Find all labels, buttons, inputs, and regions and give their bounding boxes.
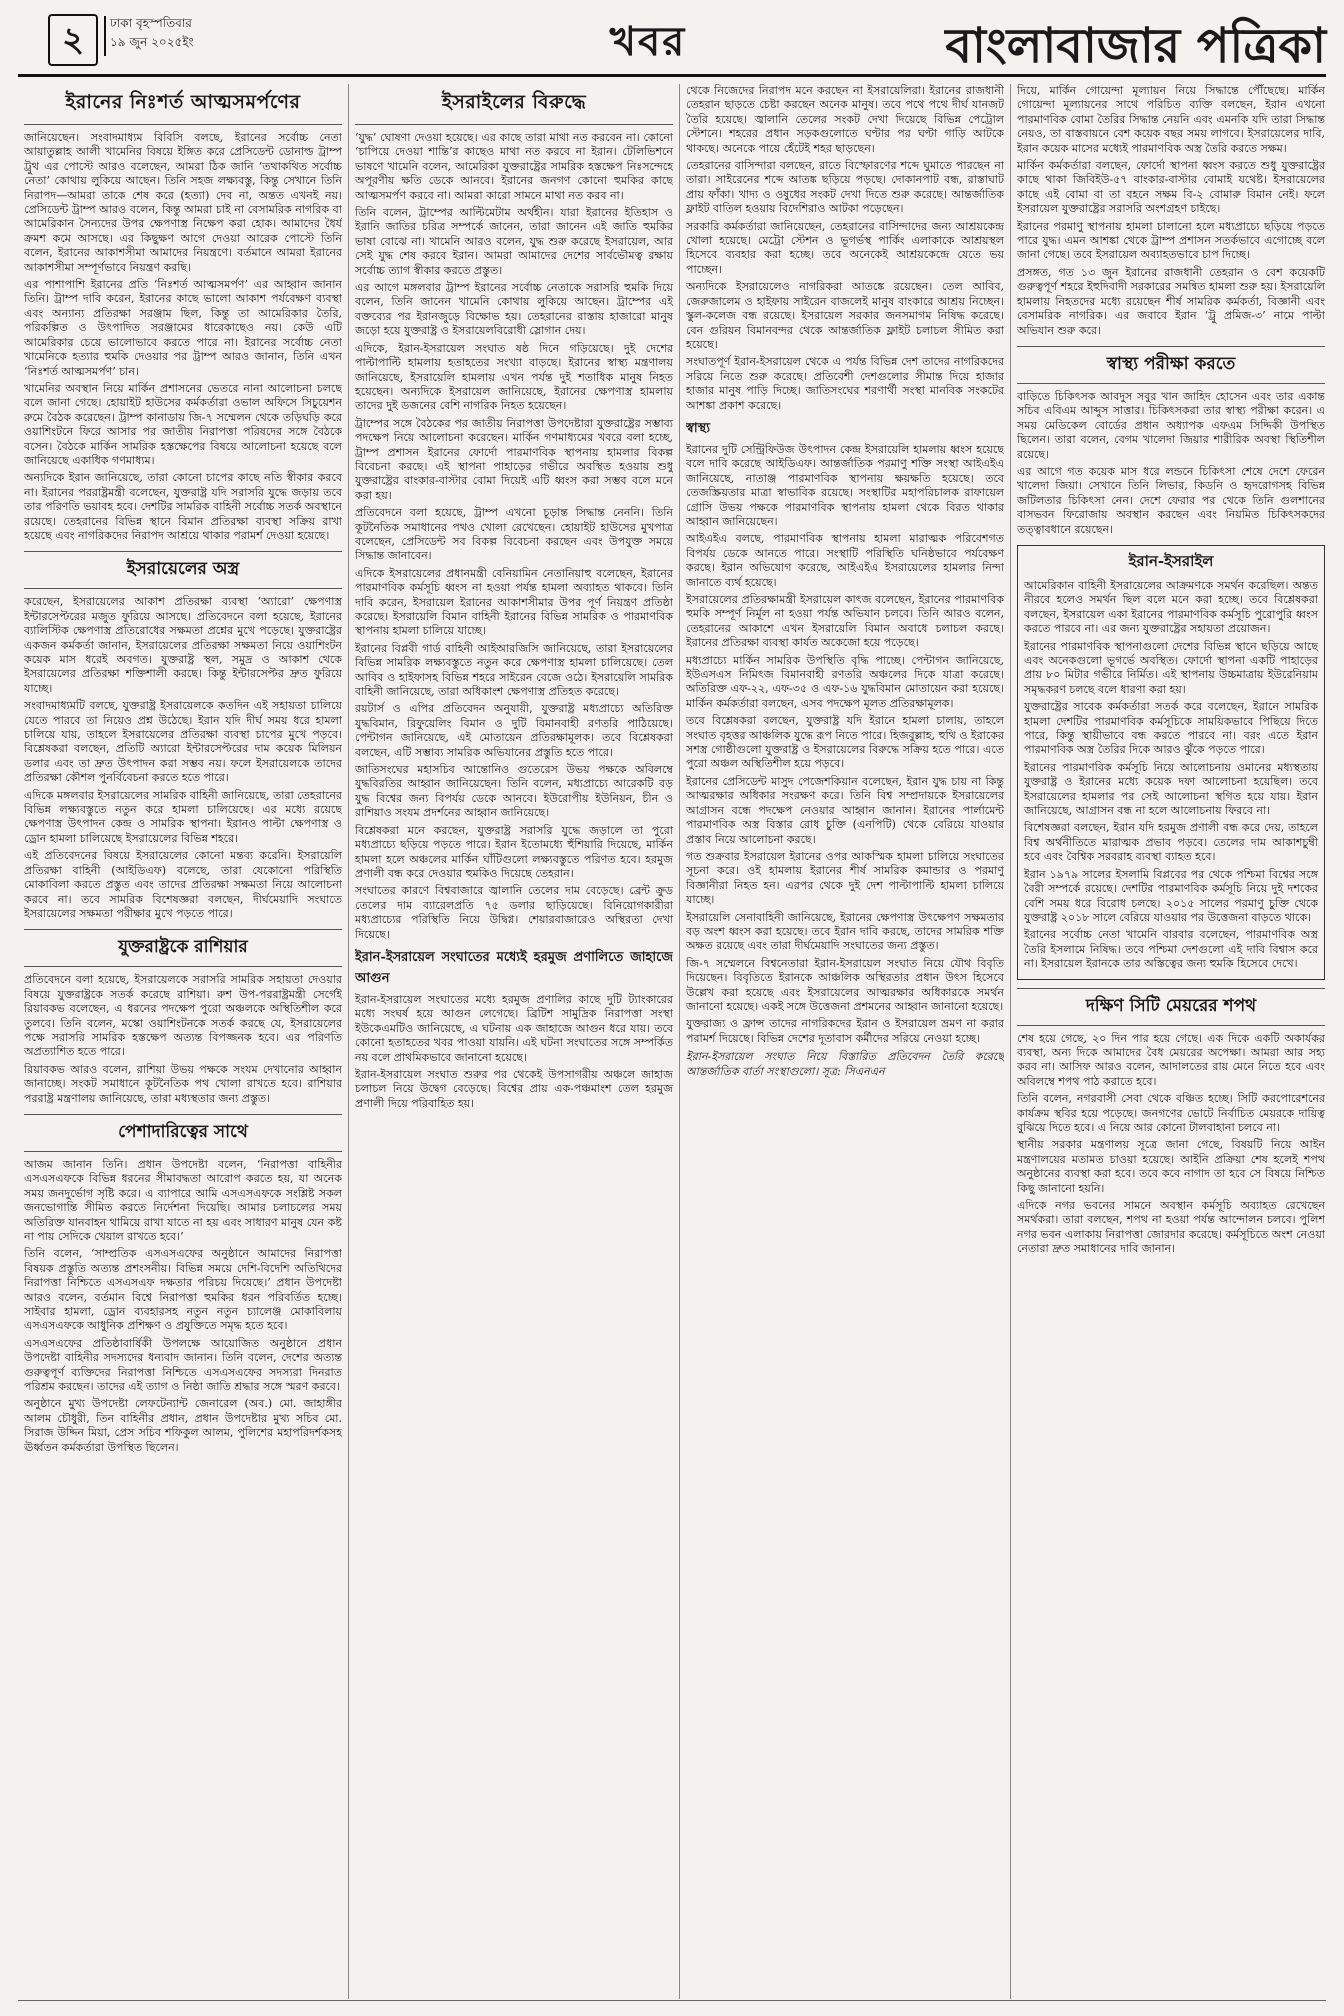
subheading[interactable]: পেশাদারিত্বের সাথে bbox=[24, 1114, 342, 1152]
dateline-divider bbox=[104, 16, 106, 56]
subheading[interactable]: ইসরায়েলের অস্ত্র bbox=[24, 551, 342, 589]
issue-date: ১৯ জুন ২০২৫ইং bbox=[110, 35, 194, 49]
paragraph: এর আগে মঙ্গলবার ট্রাম্প ইরানের সর্বোচ্চ নেতাকে সরাসরি হুমকি দিয়ে বলেন, তিনি জানেন খামেনি কোথায় লুকিয়ে আছেন। ট্রাম্পের এই বক্তব্যের পর ইরানজুড়ে বিক্ষোভ হয়। তেহরানের রাস্তায় হাজারো মানুষ জড়ো হয়ে যুক্তরাষ্ট্র ও ইসরায়েলবিরোধী স্লোগান দেয়। bbox=[355, 281, 673, 338]
newspaper-logo: বাংলাবাজার পত্রিকা bbox=[945, 18, 1326, 74]
paragraph: তেহরানের বাসিন্দারা বলছেন, রাতে বিস্ফোরণের শব্দে ঘুমাতে পারছেন না তারা। সাইরেনের শব্দে আতঙ্ক ছড়িয়ে পড়ছে। দোকানপাট বন্ধ, রাস্তাঘাট প্রায় ফাঁকা। খাদ্য ও ওষুধের সংকট দেখা দিতে শুরু করেছে। আন্তর্জাতিক ফ্লাইট বাতিল হওয়ায় বিদেশিরাও আটকা পড়েছেন। bbox=[686, 159, 1004, 216]
column-1 bbox=[24, 84, 342, 1999]
paragraph: বিশ্লেষকরা মনে করছেন, যুক্তরাষ্ট্র সরাসরি যুদ্ধে জড়ালে তা পুরো মধ্যপ্রাচ্যে ছড়িয়ে পড়তে পারে। ইরান ইতোমধ্যে হুঁশিয়ারি দিয়েছে, মার্কিন হামলা হলে অঞ্চলের মার্কিন ঘাঁটিগুলো লক্ষ্যবস্তুতে পরিণত হবে। হরমুজ প্রণালী বন্ধ করে দেওয়ার হুমকিও দিয়েছে তেহরান। bbox=[355, 823, 673, 880]
column-2 bbox=[355, 84, 673, 1999]
paragraph: বাড়িতে চিকিৎসক আবদুস সবুর খান জাহিদ হোসেন এবং তার একান্ত সচিব এবিএম আব্দুস সাত্তার। চিকিৎসকরা তার স্বাস্থ্য পরীক্ষা করেন। এ সময় মেডিকেল বোর্ডের প্রধান অধ্যাপক এফএম সিদ্দিকী উপস্থিত ছিলেন। তারা বলেন, বেগম খালেদা জিয়ার শারীরিক অবস্থা স্থিতিশীল রয়েছে। bbox=[1017, 389, 1325, 461]
paragraph: ইসরায়েলি সেনাবাহিনী জানিয়েছে, ইরানের ক্ষেপণাস্ত্র উৎক্ষেপণ সক্ষমতার বড় অংশ ধ্বংস করা হয়েছে। তবে ইরান দাবি করছে, তাদের সামরিক শক্তি অক্ষত রয়েছে এবং তারা দীর্ঘমেয়াদি সংঘাতের জন্য প্রস্তুত। bbox=[686, 910, 1004, 953]
subheading[interactable]: যুক্তরাষ্ট্রকে রাশিয়ার bbox=[24, 929, 342, 967]
paragraph: ইরানের সর্বোচ্চ নেতা খামেনি বারবার বলেছেন, পারমাণবিক অস্ত্র তৈরি ইসলামে নিষিদ্ধ। তবে পশ্চিমা দেশগুলো এই দাবি বিশ্বাস করে না। ইসরায়েল ইরানকে তার অস্তিত্বের জন্য হুমকি হিসেবে দেখে। bbox=[1024, 928, 1318, 971]
paragraph: সংবাদমাধ্যমটি বলছে, যুক্তরাষ্ট্র ইসরায়েলকে কতদিন এই সহায়তা চালিয়ে যেতে পারবে তা নিয়েও প্রশ্ন উঠেছে। ইরান যদি দীর্ঘ সময় ধরে হামলা চালিয়ে যায়, তাহলে ইসরায়েলের প্রতিরক্ষা ব্যবস্থা চাপের মুখে পড়বে। বিশ্লেষকরা বলছেন, প্রতিটি অ্যারো ইন্টারসেপ্টরের দাম কয়েক মিলিয়ন ডলার এবং তা দ্রুত উৎপাদন করা সম্ভব নয়। ফলে ইসরায়েলকে তাদের প্রতিরক্ষা কৌশল পুনর্বিবেচনা করতে হতে পারে। bbox=[24, 699, 342, 785]
box-title[interactable]: ইরান-ইসরাইল bbox=[1128, 551, 1214, 570]
paragraph: অন্যদিকে ইসরায়েলেও নাগরিকরা আতঙ্কে রয়েছেন। তেল আবিব, জেরুজালেম ও হাইফায় সাইরেন বাজলেই মানুষ বাংকারে আশ্রয় নিচ্ছেন। স্কুল-কলেজ বন্ধ রয়েছে। ইসরায়েল সরকার জনসমাগম নিষিদ্ধ করেছে। বেন গুরিয়ন বিমানবন্দর থেকে আন্তর্জাতিক ফ্লাইট চলাচল সীমিত করা হয়েছে। bbox=[686, 280, 1004, 351]
paragraph: ইরানের দুটি সেন্ট্রিফিউজ উৎপাদন কেন্দ্র ইসরায়েলি হামলায় ধ্বংস হয়েছে বলে দাবি করেছে আইডিএফ। আন্তর্জাতিক পরমাণু শক্তি সংস্থা আইএইএ জানিয়েছে, নাতাঞ্জ পারমাণবিক স্থাপনায় ক্ষয়ক্ষতি হয়েছে। তবে তেজস্ক্রিয়তার মাত্রা স্বাভাবিক রয়েছে। সংস্থাটির মহাপরিচালক রাফায়েল গ্রোসি উভয় পক্ষকে পারমাণবিক স্থাপনায় হামলা থেকে বিরত থাকার আহ্বান জানিয়েছেন। bbox=[686, 442, 1004, 528]
paragraph: ইরানের বিপ্লবী গার্ড বাহিনী আইআরজিসি জানিয়েছে, তারা ইসরায়েলের বিভিন্ন সামরিক লক্ষ্যবস্তুতে নতুন করে ক্ষেপণাস্ত্র হামলা চালিয়েছে। তেল আবিব ও হাইফাসহ বিভিন্ন শহরে সাইরেন বেজে ওঠে। ইসরায়েলি সামরিক বাহিনী জানিয়েছে, তারা অধিকাংশ ক্ষেপণাস্ত্র প্রতিহত করেছে। bbox=[355, 641, 673, 699]
paragraph: ইসরায়েলের প্রতিরক্ষামন্ত্রী ইসরায়েল কাৎজ বলেছেন, ইরানের পারমাণবিক হুমকি সম্পূর্ণ নির্মূল না হওয়া পর্যন্ত অভিযান চলবে। তিনি আরও বলেন, তেহরানের আকাশে এখন ইসরায়েলি বিমান অবাধে চলাচল করছে। ইরানের প্রতিরক্ষা ব্যবস্থা কার্যত অকেজো হয়ে পড়েছে। bbox=[686, 593, 1004, 650]
paragraph: যুক্তরাষ্ট্রের সাবেক কর্মকর্তারা সতর্ক করে বলেছেন, ইরানে সামরিক হামলা দেশটির পারমাণবিক কর্মসূচিকে সাময়িকভাবে পিছিয়ে দিতে পারে, কিন্তু স্থায়ীভাবে বন্ধ করতে পারবে না। বরং এতে ইরান পারমাণবিক অস্ত্র তৈরির দিকে আরও ঝুঁকে পড়তে পারে। bbox=[1024, 700, 1318, 757]
masthead-rule bbox=[18, 74, 1326, 77]
paragraph: ইরানের প্রেসিডেন্ট মাসুদ পেজেশকিয়ান বলেছেন, ইরান যুদ্ধ চায় না কিন্তু আত্মরক্ষার অধিকার সংরক্ষণ করে। তিনি বিশ্ব সম্প্রদায়কে ইসরায়েলের আগ্রাসন বন্ধে পদক্ষেপ নেওয়ার আহ্বান জানান। ইরানের পার্লামেন্ট পারমাণবিক অস্ত্র বিস্তার রোধ চুক্তি (এনপিটি) থেকে বেরিয়ে যাওয়ার প্রস্তাব নিয়ে আলোচনা করছে। bbox=[686, 774, 1004, 846]
paragraph: থেকে নিজেদের নিরাপদ মনে করছেন না ইসরায়েলিরা। ইরানের রাজধানী তেহরান ছাড়তে চেষ্টা করছেন অনেক মানুষ। তবে পথে পথে দীর্ঘ যানজট তৈরি হয়েছে। জ্বালানি তেলের সংকট দেখা দিয়েছে বিভিন্ন পেট্রোল স্টেশনে। শহরের প্রধান সড়কগুলোতে ঘণ্টার পর ঘণ্টা গাড়ি আটকে থাকছে। অনেকে পায়ে হেঁটেই শহর ছাড়ছেন। bbox=[686, 84, 1004, 155]
paragraph: প্রতিবেদনে বলা হয়েছে, ট্রাম্প এখনো চূড়ান্ত সিদ্ধান্ত নেননি। তিনি কূটনৈতিক সমাধানের পথও খোলা রেখেছেন। হোয়াইট হাউসের মুখপাত্র বলেছেন, প্রেসিডেন্ট সব বিকল্প বিবেচনা করছেন এবং উপযুক্ত সময়ে সিদ্ধান্ত জানাবেন। bbox=[355, 506, 673, 563]
paragraph: রয়টার্স ও এপির প্রতিবেদন অনুযায়ী, যুক্তরাষ্ট্র মধ্যপ্রাচ্যে অতিরিক্ত যুদ্ধবিমান, রিফুয়েলিং বিমান ও দুটি বিমানবাহী রণতরি পাঠিয়েছে। পেন্টাগন জানিয়েছে, এই মোতায়েন প্রতিরক্ষামূলক। তবে বিশ্লেষকরা বলছেন, এটি সম্ভাব্য সামরিক অভিযানের প্রস্তুতি হতে পারে। bbox=[355, 702, 673, 759]
paragraph: আইএইএ বলছে, পারমাণবিক স্থাপনায় হামলা মারাত্মক পরিবেশগত বিপর্যয় ডেকে আনতে পারে। সংস্থাটি পরিস্থিতি ঘনিষ্ঠভাবে পর্যবেক্ষণ করছে। ইরান অভিযোগ করেছে, আইএইএ ইসরায়েলের হামলার নিন্দা জানাতে ব্যর্থ হয়েছে। bbox=[686, 532, 1004, 589]
paragraph: দিয়ে, মার্কিন গোয়েন্দা মূল্যায়ন নিয়ে সিদ্ধান্তে পৌঁছেছে। মার্কিন গোয়েন্দা মূল্যায়নের সাথে পরিচিত ব্যক্তি বলছেন, ইরান এখনো পারমাণবিক বোমা তৈরির সিদ্ধান্ত নেয়নি এবং এমনকি যদি তারা সিদ্ধান্ত নেয়ও, তা বাস্তবায়নে বেশ কয়েক বছর সময় লাগবে। ইসরায়েলের দাবি, ইরান কয়েক মাসের মধ্যেই পারমাণবিক অস্ত্র তৈরি করতে সক্ষম। bbox=[1017, 84, 1325, 155]
paragraph: সংঘাতের কারণে বিশ্ববাজারে জ্বালানি তেলের দাম বেড়েছে। ব্রেন্ট ক্রুড তেলের দাম ব্যারেলপ্রতি ৭৫ ডলার ছাড়িয়েছে। বিনিয়োগকারীরা মধ্যপ্রাচ্যের পরিস্থিতি নিয়ে উদ্বিগ্ন। শেয়ারবাজারেও অস্থিরতা দেখা দিয়েছে। bbox=[355, 884, 673, 941]
paragraph: ইরান-ইসরায়েল সংঘাত শুরুর পর থেকেই উপসাগরীয় অঞ্চলে জাহাজ চলাচল নিয়ে উদ্বেগ বেড়েছে। বিশ্বের প্রায় এক-পঞ্চমাংশ তেল হরমুজ প্রণালী দিয়ে পরিবাহিত হয়। bbox=[355, 1067, 673, 1110]
paragraph: এদিকে ইসরায়েলের প্রধানমন্ত্রী বেনিয়ামিন নেতানিয়াহু বলেছেন, ইরানের পারমাণবিক কর্মসূচি ধ্বংস না হওয়া পর্যন্ত হামলা অব্যাহত থাকবে। তিনি দাবি করেন, ইসরায়েল ইরানের আকাশসীমার উপর পূর্ণ নিয়ন্ত্রণ প্রতিষ্ঠা করেছে। ইসরায়েলি বিমান বাহিনী ইরানের বিভিন্ন সামরিক ও পারমাণবিক স্থাপনায় হামলা চালিয়ে যাচ্ছে। bbox=[355, 566, 673, 638]
masthead bbox=[18, 10, 1326, 72]
dateline bbox=[110, 14, 290, 52]
paragraph: যুক্তরাজ্য ও ফ্রান্স তাদের নাগরিকদের ইরান ও ইসরায়েল ভ্রমণ না করার পরামর্শ দিয়েছে। বিভিন্ন দেশের দূতাবাস কর্মীদের সরিয়ে নেওয়া হচ্ছে। bbox=[686, 1017, 1004, 1045]
column-divider bbox=[1010, 84, 1011, 1999]
paragraph: জানিয়েছেন। সংবাদমাধ্যম বিবিসি বলছে, ইরানের সর্বোচ্চ নেতা আয়াতুল্লাহ আলী খামেনির বিষয়ে ইঙ্গিত করে প্রেসিডেন্ট ডোনাল্ড ট্রাম্প ট্রুথ এর পোস্টে আরও বলেছেন, আমরা ঠিক জানি ‘তথাকথিত সর্বোচ্চ নেতা’ কোথায় লুকিয়ে আছেন। তিনি সহজ লক্ষ্যবস্তু, কিন্তু সেখানে তিনি নিরাপদ—আমরা তাকে শেষ করে (হত্যা) দেব না, অন্তত এখনই নয়। প্রেসিডেন্ট ট্রাম্প আরও বলেন, কিন্তু আমরা চাই না বেসামরিক নাগরিক বা আমেরিকান সৈন্যদের উপর ক্ষেপণাস্ত্র নিক্ষেপ করা হোক। আমাদের ধৈর্য ক্রমশ কমে আসছে। এর কিছুক্ষণ আগে দেওয়া আরেক পোস্টে তিনি বলেন, ইরানের আকাশসীমা আমাদের নিয়ন্ত্রণে। বর্তমানে আমরা ইরানের আকাশসীমা সম্পূর্ণভাবে নিয়ন্ত্রণ করছি। bbox=[24, 131, 342, 274]
paragraph: রিয়াবকভ আরও বলেন, রাশিয়া উভয় পক্ষকে সংযম দেখানোর আহ্বান জানাচ্ছে। সংকট সমাধানে কূটনৈতিক পথ খোলা রাখতে হবে। রাশিয়ার পররাষ্ট্র মন্ত্রণালয় জানিয়েছে, তারা মধ্যস্থতার জন্য প্রস্তুত। bbox=[24, 1062, 342, 1105]
paragraph: স্থানীয় সরকার মন্ত্রণালয় সূত্রে জানা গেছে, বিষয়টি নিয়ে আইন মন্ত্রণালয়ের মতামত চাওয়া হয়েছে। আইনি প্রক্রিয়া শেষ হলেই শপথ অনুষ্ঠানের ব্যবস্থা করা হবে। তবে কবে নাগাদ তা হবে সে বিষয়ে নিশ্চিত কিছু জানানো হয়নি। bbox=[1017, 1138, 1325, 1195]
paragraph: মার্কিন কর্মকর্তারা বলছেন, ফোর্দো স্থাপনা ধ্বংস করতে শুধু যুক্তরাষ্ট্রের কাছে থাকা জিবিইউ-৫৭ বাংকার-বাস্টার বোমাই যথেষ্ট। ইসরায়েলের কাছে এই বোমা বা তা বহনে সক্ষম বি-২ বোমারু বিমান নেই। ফলে ইসরায়েল যুক্তরাষ্ট্রের সরাসরি অংশগ্রহণ চাইছে। bbox=[1017, 159, 1325, 216]
footer-rule bbox=[18, 2000, 1326, 2001]
paragraph: সংঘাতপূর্ণ ইরান-ইসরায়েল থেকে এ পর্যন্ত বিভিন্ন দেশ তাদের নাগরিকদের সরিয়ে নিতে শুরু করেছে। প্রতিবেশী দেশগুলোর সীমান্ত দিয়ে হাজার হাজার মানুষ পাড়ি দিচ্ছে। জাতিসংঘের শরণার্থী সংস্থা মানবিক সংকটের আশঙ্কা প্রকাশ করেছে। bbox=[686, 355, 1004, 412]
paragraph: জি-৭ সম্মেলনে বিশ্বনেতারা ইরান-ইসরায়েল সংঘাত নিয়ে যৌথ বিবৃতি দিয়েছেন। বিবৃতিতে ইরানকে আঞ্চলিক অস্থিরতার প্রধান উৎস হিসেবে উল্লেখ করা হয়েছে এবং ইসরায়েলের আত্মরক্ষার অধিকারকে সমর্থন জানানো হয়েছে। একই সঙ্গে উত্তেজনা প্রশমনের আহ্বান জানানো হয়েছে। bbox=[686, 956, 1004, 1013]
paragraph: বিশেষজ্ঞরা বলছেন, ইরান যদি হরমুজ প্রণালী বন্ধ করে দেয়, তাহলে বিশ্ব অর্থনীতিতে মারাত্মক প্রভাব পড়বে। তেলের দাম আকাশচুম্বী হবে এবং বৈশ্বিক সরবরাহ ব্যবস্থা ব্যাহত হবে। bbox=[1024, 821, 1318, 864]
paragraph: ‘যুদ্ধ’ ঘোষণা দেওয়া হয়েছে। এর কাছে তারা মাথা নত করবেন না। কোনো ‘চাপিয়ে দেওয়া শান্তি’র কাছেও মাথা নত করবে না ইরান। টেলিভিশনে ভাষণে খামেনি বলেন, আমেরিকা যুক্তরাষ্ট্রের সামরিক হস্তক্ষেপ নিঃসন্দেহে অপূরণীয় ক্ষতি ডেকে আনবে। ইরানের জনগণ কোনো হুমকির কাছে আত্মসমর্পণ করবে না। আমরা কারো সামনে মাথা নত করব না। bbox=[355, 131, 673, 202]
subheading[interactable]: স্বাস্থ্য পরীক্ষা করতে bbox=[1017, 346, 1325, 384]
paragraph: এদিকে নগর ভবনের সামনে অবস্থান কর্মসূচি অব্যাহত রেখেছেন সমর্থকরা। তারা বলছেন, শপথ না হওয়া পর্যন্ত আন্দোলন চলবে। পুলিশ নগর ভবন এলাকায় নিরাপত্তা জোরদার করেছে। কর্মসূচিতে অংশ নেওয়া নেতারা দ্রুত সমাধানের দাবি জানান। bbox=[1017, 1199, 1325, 1256]
paragraph: করেছেন, ইসরায়েলের আকাশ প্রতিরক্ষা ব্যবস্থা ‘অ্যারো’ ক্ষেপণাস্ত্র ইন্টারসেপ্টরের মজুত ফুরিয়ে আসছে। প্রতিবেদনে বলা হয়েছে, ইরানের ব্যালিস্টিক ক্ষেপণাস্ত্র প্রতিরোধের সক্ষমতা প্রশ্নের মুখে পড়েছে। যুক্তরাষ্ট্রের একজন কর্মকর্তা জানান, ইসরায়েলের প্রতিরক্ষা সক্ষমতা নিয়ে ওয়াশিংটন কয়েক মাস ধরেই অবগত। যুক্তরাষ্ট্র স্থল, সমুদ্র ও আকাশ থেকে ইসরায়েলের প্রতিরক্ষা শক্তিশালী করছে। কিন্তু ইন্টারসেপ্টর দ্রুত ফুরিয়ে যাচ্ছে। bbox=[24, 595, 342, 695]
column-divider bbox=[679, 84, 680, 1999]
paragraph: ট্রাম্পের সঙ্গে বৈঠকের পর জাতীয় নিরাপত্তা উপদেষ্টারা যুক্তরাষ্ট্রের সম্ভাব্য পদক্ষেপ নিয়ে আলোচনা করেছেন। মার্কিন গণমাধ্যমের খবরে বলা হচ্ছে, ট্রাম্প প্রশাসন ইরানের ফোর্দো পারমাণবিক স্থাপনায় হামলার বিকল্প বিবেচনা করছে। এই স্থাপনা পাহাড়ের গভীরে অবস্থিত হওয়ায় শুধু যুক্তরাষ্ট্রের বাংকার-বাস্টার বোমা দিয়েই এটি ধ্বংস করা সম্ভব বলে মনে করা হয়। bbox=[355, 416, 673, 502]
column-4 bbox=[1017, 84, 1325, 1999]
subheading[interactable]: ইরান-ইসরায়েল সংঘাতের মধ্যেই হরমুজ প্রণালিতে জাহাজে আগুন bbox=[355, 949, 673, 986]
paragraph: তিনি বলেন, ট্রাম্পের আল্টিমেটাম অর্থহীন। যারা ইরানের ইতিহাস ও ইরানি জাতির চরিত্র সম্পর্কে জানেন, তারা জানেন এই জাতি হুমকির ভাষা বোঝে না। খামেনি আরও বলেন, যুদ্ধ শুরু করেছে ইসরায়েল, আর সেই যুদ্ধ শেষ করবে ইরান। আমরা আমাদের দেশের সার্বভৌমত্ব রক্ষায় সর্বোচ্চ ত্যাগ স্বীকার করতে প্রস্তুত। bbox=[355, 206, 673, 277]
paragraph: এই প্রতিবেদনের বিষয়ে ইসরায়েলের কোনো মন্তব্য করেনি। ইসরায়েলি প্রতিরক্ষা বাহিনী (আইডিএফ) বলেছে, তারা যেকোনো পরিস্থিতি মোকাবিলা করতে প্রস্তুত এবং তাদের প্রতিরক্ষা সক্ষমতা নিয়ে আলোচনা করবে না। তবে সামরিক বিশেষজ্ঞরা বলছেন, দীর্ঘমেয়াদি সংঘাতে ইসরায়েলের সক্ষমতা পরীক্ষার মুখে পড়তে পারে। bbox=[24, 849, 342, 920]
paragraph: তিনি বলেন, ‘সাম্প্রতিক এসএসএফের অনুষ্ঠানে আমাদের নিরাপত্তা বিষয়ক প্রস্তুতি অত্যন্ত প্রশংসনীয়। বিভিন্ন সময়ে দেশি-বিদেশি অতিথিদের নিরাপত্তা নিশ্চিতে এসএসএফ দক্ষতার পরিচয় দিয়েছে।’ প্রধান উপদেষ্টা আরও বলেন, বর্তমান বিশ্বে নিরাপত্তা হুমকির ধরন পরিবর্তিত হচ্ছে। সাইবার হামলা, ড্রোন ব্যবহারসহ নতুন নতুন চ্যালেঞ্জ মোকাবিলায় এসএসএফকে আধুনিক প্রশিক্ষণ ও প্রযুক্তিতে সমৃদ্ধ হতে হবে। bbox=[24, 1247, 342, 1333]
paragraph: অন্যদিকে ইরান জানিয়েছে, তারা কোনো চাপের কাছে নতি স্বীকার করবে না। ইরানের পররাষ্ট্রমন্ত্রী বলেছেন, যুক্তরাষ্ট্র যদি সরাসরি যুদ্ধে জড়ায় তবে তার পরিণতি ভয়াবহ হবে। দেশটির সামরিক বাহিনী সর্বোচ্চ সতর্ক অবস্থানে রয়েছে। তেহরানের বিভিন্ন স্থানে বিমান প্রতিরক্ষা ব্যবস্থা সক্রিয় রাখা হয়েছে এবং নাগরিকদের নিরাপদ আশ্রয়ে থাকার পরামর্শ দেওয়া হয়েছে। bbox=[24, 471, 342, 542]
paragraph: এদিকে, ইরান-ইসরায়েল সংঘাত ষষ্ঠ দিনে গড়িয়েছে। দুই দেশের পাল্টাপাল্টি হামলায় হতাহতের সংখ্যা বাড়ছে। ইরানের স্বাস্থ্য মন্ত্রণালয় জানিয়েছে, ইসরায়েলি হামলায় এখন পর্যন্ত দুই শতাধিক মানুষ নিহত হয়েছেন। অন্যদিকে ইসরায়েল জানিয়েছে, ইরানের ক্ষেপণাস্ত্র হামলায় তাদের দুই ডজনের বেশি নাগরিক নিহত হয়েছেন। bbox=[355, 341, 673, 413]
paragraph: এর আগে গত কয়েক মাস ধরে লন্ডনে চিকিৎসা শেষে দেশে ফেরেন খালেদা জিয়া। সেখানে তিনি লিভার, কিডনি ও হৃদরোগসহ বিভিন্ন জটিলতার চিকিৎসা নেন। দেশে ফেরার পর থেকে তিনি গুলশানের বাসভবন ফিরোজায় অবস্থান করছেন এবং নিয়মিত চিকিৎসকদের তত্ত্বাবধানে রয়েছেন। bbox=[1017, 464, 1325, 536]
page-number: ২ bbox=[48, 14, 98, 66]
paragraph: ইরানের পরমাণু স্থাপনায় হামলা চালানো হলে মধ্যপ্রাচ্যে ছড়িয়ে পড়তে পারে যুদ্ধ। এমন আশঙ্কা থেকে ট্রাম্প প্রশাসন সতর্কভাবে এগোচ্ছে বলে জানা গেছে। তবে ইসরায়েল অব্যাহতভাবে চাপ দিচ্ছে। bbox=[1017, 219, 1325, 262]
section-title: খবর bbox=[609, 18, 687, 65]
paragraph: আজম জানান তিনি। প্রধান উপদেষ্টা বলেন, ‘নিরাপত্তা বাহিনীর এসএসএফকে বিভিন্ন ধরনের সীমাবদ্ধতা আরোপ করতে হয়, যা অনেক সময় জনদুর্ভোগ সৃষ্টি করে। এ ব্যাপারে আমি এসএসএফকে সংশ্লিষ্ট সকল জনভোগান্তি সীমিত করতে নির্দেশনা দিয়েছি। আমার চলাচলের সময় অতিরিক্ত যানবাহন থামিয়ে রাখা যাতে না হয় এবং সাধারণ মানুষ যেন কষ্ট না পায় সেদিকে খেয়াল রাখতে হবে।’ bbox=[24, 1157, 342, 1243]
paragraph: খামেনির অবস্থান নিয়ে মার্কিন প্রশাসনের ভেতরে নানা আলোচনা চলছে বলে জানা গেছে। হোয়াইট হাউসের কর্মকর্তারা ওভাল অফিসে সিচুয়েশন রুমে বৈঠক করেছেন। ট্রাম্প কানাডায় জি-৭ সম্মেলন থেকে তড়িঘড়ি করে ওয়াশিংটনে ফিরে আসার পর জাতীয় নিরাপত্তা পরিষদের সঙ্গে বৈঠকে বসেন। বৈঠকে মার্কিন সামরিক হস্তক্ষেপের বিষয়ে আলোচনা হয়েছে বলে জানিয়েছে একাধিক গণমাধ্যম। bbox=[24, 381, 342, 467]
paragraph: মধ্যপ্রাচ্যে মার্কিন সামরিক উপস্থিতি বৃদ্ধি পাচ্ছে। পেন্টাগন জানিয়েছে, ইউএসএস নিমিৎজ বিমানবাহী রণতরি অঞ্চলের দিকে যাত্রা করেছে। অতিরিক্ত এফ-২২, এফ-৩৫ ও এফ-১৬ যুদ্ধবিমান মোতায়েন করা হয়েছে। মার্কিন কর্মকর্তারা বলছেন, এসব পদক্ষেপ মূলত প্রতিরক্ষামূলক। bbox=[686, 653, 1004, 710]
paragraph: জাতিসংঘের মহাসচিব আন্তোনিও গুতেরেস উভয় পক্ষকে অবিলম্বে যুদ্ধবিরতির আহ্বান জানিয়েছেন। তিনি বলেন, মধ্যপ্রাচ্যে আরেকটি বড় যুদ্ধ বিশ্বের জন্য বিপর্যয় ডেকে আনবে। ইউরোপীয় ইউনিয়ন, চীন ও রাশিয়াও সংযম প্রদর্শনের আহ্বান জানিয়েছে। bbox=[355, 763, 673, 820]
column-divider bbox=[348, 84, 349, 1999]
paragraph: প্রসঙ্গত, গত ১৩ জুন ইরানের রাজধানী তেহরান ও বেশ কয়েকটি গুরুত্বপূর্ণ শহরে ইহুদিবাদী সরকারের সমন্বিত হামলা শুরু হয়। ইসরায়েলি হামলায় নিহতদের মধ্যে রয়েছেন শীর্ষ সামরিক কর্মকর্তা, বিজ্ঞানী এবং বেসামরিক নাগরিক। এর জবাবে ইরান ‘ট্রু প্রমিজ-৩’ নামে পাল্টা অভিযান শুরু করে। bbox=[1017, 265, 1325, 337]
paragraph: তিনি বলেন, নগরবাসী সেবা থেকে বঞ্চিত হচ্ছে। সিটি করপোরেশনের কার্যক্রম স্থবির হয়ে পড়েছে। জনগণের ভোটে নির্বাচিত মেয়রকে দায়িত্ব বুঝিয়ে দিতে হবে। এ নিয়ে আর কোনো টালবাহানা চলবে না। bbox=[1017, 1092, 1325, 1134]
paragraph: সরকারি কর্মকর্তারা জানিয়েছেন, তেহরানের বাসিন্দাদের জন্য আশ্রয়কেন্দ্র খোলা হয়েছে। মেট্রো স্টেশন ও ভূগর্ভস্থ পার্কিং এলাকাকে আশ্রয়স্থল হিসেবে ব্যবহার করা হচ্ছে। তবে অনেকেই আশ্রয়কেন্দ্রে যেতে ভয় পাচ্ছেন। bbox=[686, 219, 1004, 276]
paragraph: এর পাশাপাশি ইরানের প্রতি ‘নিঃশর্ত আত্মসমর্পণ’ এর আহ্বান জানান তিনি। ট্রাম্প দাবি করেন, ইরানের কাছে ভালো আকাশ পর্যবেক্ষণ ব্যবস্থা এবং অন্যান্য প্রতিরক্ষা সরঞ্জাম ছিল, কিন্তু তা আমেরিকার তৈরি, পরিকল্পিত ও উৎপাদিত সরঞ্জামের ধারেকাছেও নয়। কেউ এটি আমেরিকার চেয়ে ভালোভাবে করতে পারে না। ইরানের সর্বোচ্চ নেতা খামেনিকে হত্যার হুমকি দেওয়ার পর ট্রাম্প আরও জানান, তিনি এখন ‘নিঃশর্ত আত্মসমর্পণ’ চান। bbox=[24, 278, 342, 378]
source-credit: ইরান-ইসরায়েল সংঘাত নিয়ে বিস্তারিত প্রতিবেদন তৈরি করেছে আন্তর্জাতিক বার্তা সংস্থাগুলো। সূত্র: সিএনএন bbox=[686, 1050, 1004, 1078]
paragraph: ইরানের পারমাণবিক কর্মসূচি নিয়ে আলোচনায় ওমানের মধ্যস্থতায় যুক্তরাষ্ট্র ও ইরানের মধ্যে কয়েক দফা আলোচনা হয়েছিল। তবে ইসরায়েলের হামলার পর সেই আলোচনা স্থগিত হয়ে যায়। ইরান জানিয়েছে, আগ্রাসন বন্ধ না হলে আলোচনায় ফিরবে না। bbox=[1024, 760, 1318, 818]
paragraph: আমেরিকান বাহিনী ইসরায়েলের আক্রমণকে সমর্থন করেছিল। অন্তত নীরবে হলেও সমর্থন ছিল বলে মনে করা হচ্ছে। তবে বিশ্লেষকরা বলছেন, ইসরায়েল একা ইরানের পারমাণবিক কর্মসূচি পুরোপুরি ধ্বংস করতে পারবে না। এর জন্য যুক্তরাষ্ট্রের সহায়তা প্রয়োজন। bbox=[1024, 578, 1318, 636]
subheading[interactable]: দক্ষিণ সিটি মেয়রের শপথ bbox=[1017, 988, 1325, 1026]
subheading[interactable]: স্বাস্থ্য bbox=[686, 420, 711, 436]
paragraph: প্রতিবেদনে বলা হয়েছে, ইসরায়েলকে সরাসরি সামরিক সহায়তা দেওয়ার বিষয়ে যুক্তরাষ্ট্রকে সতর্ক করেছে রাশিয়া। রুশ উপ-পররাষ্ট্রমন্ত্রী সের্গেই রিয়াবকভ বলেছেন, এ ধরনের পদক্ষেপ পুরো অঞ্চলকে অস্থিতিশীল করে তুলবে। তিনি বলেন, মস্কো ওয়াশিংটনকে সতর্ক করছে যে, ইসরায়েলের পক্ষে সরাসরি সামরিক হস্তক্ষেপ অত্যন্ত বিপজ্জনক হবে। এর পরিণতি অপ্রত্যাশিত হতে পারে। bbox=[24, 973, 342, 1059]
paragraph: তবে বিশ্লেষকরা বলছেন, যুক্তরাষ্ট্র যদি ইরানে হামলা চালায়, তাহলে সংঘাত বৃহত্তর আঞ্চলিক যুদ্ধে রূপ নিতে পারে। হিজবুল্লাহ, হুথি ও ইরাকের সশস্ত্র গোষ্ঠীগুলো যুক্তরাষ্ট্র ও ইসরায়েলের বিরুদ্ধে সক্রিয় হতে পারে। এতে পুরো অঞ্চল অস্থিতিশীল হয়ে পড়বে। bbox=[686, 714, 1004, 771]
paragraph: অনুষ্ঠানে মুখ্য উপদেষ্টা লেফটেন্যান্ট জেনারেল (অব.) মো. জাহাঙ্গীর আলম চৌধুরী, তিন বাহিনীর প্রধান, প্রধান উপদেষ্টার মুখ্য সচিব মো. সিরাজ উদ্দিন মিয়া, প্রেস সচিব শফিকুল আলম, পুলিশের মহাপরিদর্শকসহ ঊর্ধ্বতন কর্মকর্তারা উপস্থিত ছিলেন। bbox=[24, 1397, 342, 1454]
paragraph: ইরানের পারমাণবিক স্থাপনাগুলো দেশের বিভিন্ন স্থানে ছড়িয়ে আছে এবং অনেকগুলো ভূগর্ভে অবস্থিত। ফোর্দো স্থাপনা একটি পাহাড়ের প্রায় ৮০ মিটার গভীরে নির্মিত। এই স্থাপনায় উচ্চমাত্রায় ইউরেনিয়াম সমৃদ্ধকরণ চলছে বলে ধারণা করা হয়। bbox=[1024, 639, 1318, 696]
article-headline[interactable]: ইসরাইলের বিরুদ্ধে bbox=[355, 88, 673, 125]
city-day: ঢাকা বৃহস্পতিবার bbox=[110, 16, 192, 30]
paragraph: এদিকে মঙ্গলবার ইসরায়েলের সামরিক বাহিনী জানিয়েছে, তারা তেহরানের বিভিন্ন লক্ষ্যবস্তুতে নতুন করে হামলা চালিয়েছে। এর মধ্যে রয়েছে ক্ষেপণাস্ত্র উৎপাদন কেন্দ্র ও সামরিক স্থাপনা। ইরানও পাল্টা ক্ষেপণাস্ত্র ও ড্রোন হামলা চালিয়েছে ইসরায়েলের বিভিন্ন শহরে। bbox=[24, 788, 342, 845]
continuation-box bbox=[1017, 545, 1325, 980]
paragraph: ইরান ১৯৭৯ সালের ইসলামি বিপ্লবের পর থেকে পশ্চিমা বিশ্বের সঙ্গে বৈরী সম্পর্কে রয়েছে। দেশটির পারমাণবিক কর্মসূচি নিয়ে দুই দশকের বেশি সময় ধরে বিরোধ চলছে। ২০১৫ সালের পরমাণু চুক্তি থেকে যুক্তরাষ্ট্র ২০১৮ সালে বেরিয়ে যাওয়ার পর উত্তেজনা বাড়তে থাকে। bbox=[1024, 867, 1318, 924]
article-headline[interactable]: ইরানের নিঃশর্ত আত্মসমর্পণের bbox=[24, 88, 342, 125]
paragraph: এসএসএফের প্রতিষ্ঠাবার্ষিকী উপলক্ষে আয়োজিত অনুষ্ঠানে প্রধান উপদেষ্টা বাহিনীর সদস্যদের ধন্যবাদ জানান। তিনি বলেন, দেশের অত্যন্ত গুরুত্বপূর্ণ ব্যক্তিদের নিরাপত্তা নিশ্চিতে এসএসএফের সদস্যরা দিনরাত পরিশ্রম করছেন। তাদের এই ত্যাগ ও নিষ্ঠা জাতি শ্রদ্ধার সঙ্গে স্মরণ করবে। bbox=[24, 1336, 342, 1394]
paragraph: ইরান-ইসরায়েল সংঘাতের মধ্যে হরমুজ প্রণালির কাছে দুটি ট্যাংকারের মধ্যে সংঘর্ষ হয়ে আগুন লেগেছে। ব্রিটিশ সামুদ্রিক নিরাপত্তা সংস্থা ইউকেএমটিও জানিয়েছে, এ ঘটনায় এক জাহাজে আগুন ধরে যায়। তবে কোনো হতাহতের খবর পাওয়া যায়নি। এই ঘটনা সংঘাতের সঙ্গে সম্পর্কিত নয় বলে প্রাথমিকভাবে জানানো হয়েছে। bbox=[355, 992, 673, 1064]
paragraph: গত শুক্রবার ইসরায়েল ইরানের ওপর আকস্মিক হামলা চালিয়ে সংঘাতের সূচনা করে। ওই হামলায় ইরানের শীর্ষ সামরিক কমান্ডার ও পরমাণু বিজ্ঞানীরা নিহত হন। এরপর থেকে দুই দেশ পাল্টাপাল্টি হামলা চালিয়ে যাচ্ছে। bbox=[686, 849, 1004, 907]
paragraph: শেষ হয়ে গেছে, ২০ দিন পার হয়ে গেছে। এক দিকে একটি অকার্যকর ব্যবস্থা, অন্য দিকে আমাদের বৈধ মেয়রের অপেক্ষা। আমরা আর সহ্য করব না। আসিফ আরও বলেন, আদালতের রায় মেনে নিতে হবে এবং অবিলম্বে শপথ পাঠ করাতে হবে। bbox=[1017, 1031, 1325, 1088]
column-3 bbox=[686, 84, 1004, 1999]
